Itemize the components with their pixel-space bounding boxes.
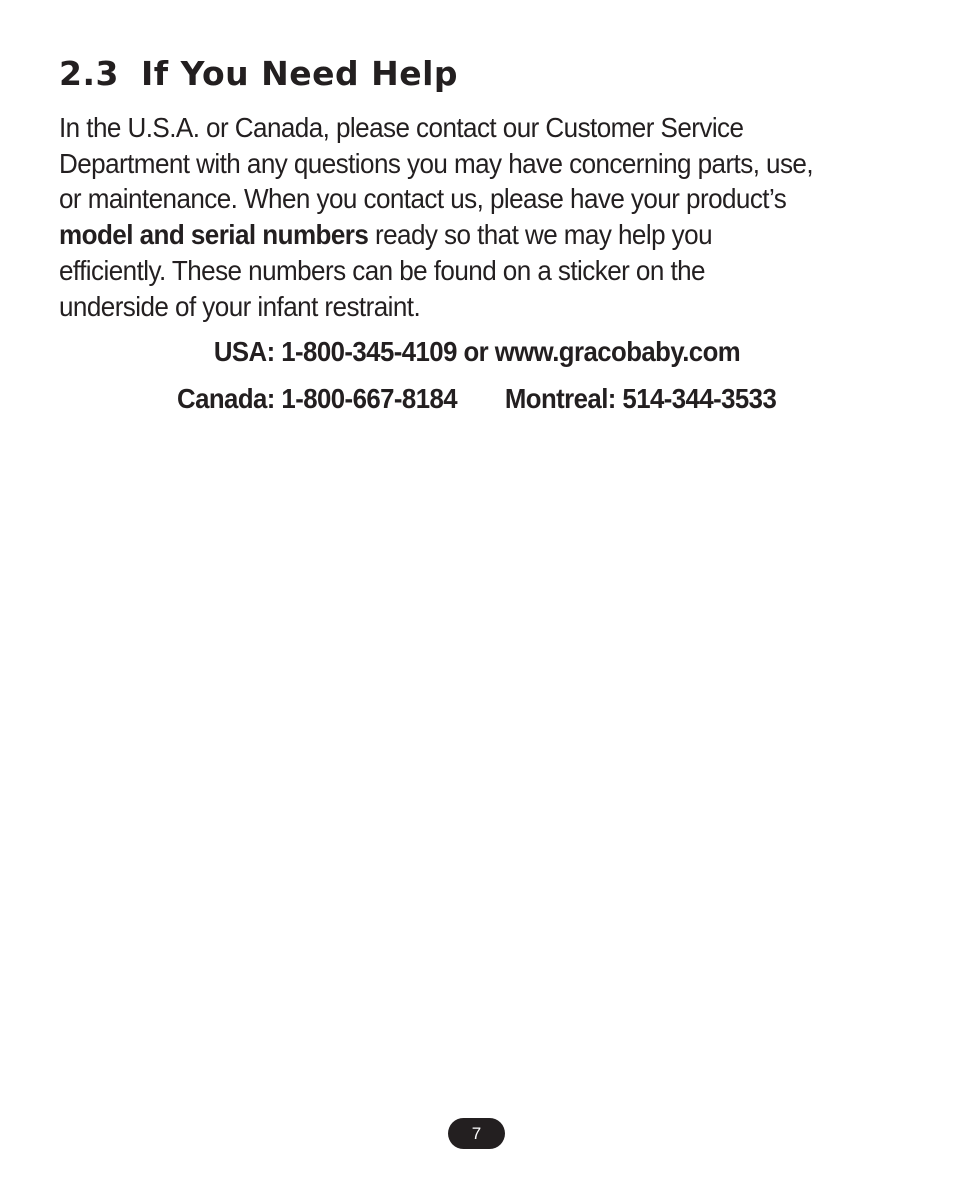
- paragraph-line-rest: ready so that we may help you: [368, 219, 712, 251]
- usa-contact-text: USA: 1-800-345-4109 or www.gracobaby.com: [213, 336, 741, 367]
- model-serial-emphasis: model and serial numbers: [59, 219, 369, 251]
- paragraph-line: Department with any questions you may have concerning parts, use,: [59, 147, 814, 179]
- usa-contact: [0, 336, 954, 368]
- section-number: 2.3: [59, 54, 119, 93]
- canada-contact-line: [0, 383, 954, 415]
- section-title: If You Need Help: [140, 54, 459, 93]
- help-paragraph: [59, 110, 840, 324]
- montreal-phone: Montreal: 514-344-3533: [505, 383, 777, 414]
- page-number-badge: 7: [448, 1118, 505, 1149]
- canada-phone: Canada: 1-800-667-8184: [177, 383, 458, 414]
- paragraph-line: underside of your infant restraint.: [59, 290, 421, 322]
- paragraph-line: In the U.S.A. or Canada, please contact our Customer Service: [59, 112, 744, 143]
- paragraph-line: efficiently. These numbers can be found on a sticker on the: [59, 254, 705, 286]
- section-heading: [59, 50, 458, 98]
- paragraph-line: or maintenance. When you contact us, please have your product’s: [59, 183, 787, 215]
- paragraph-line: [59, 217, 840, 253]
